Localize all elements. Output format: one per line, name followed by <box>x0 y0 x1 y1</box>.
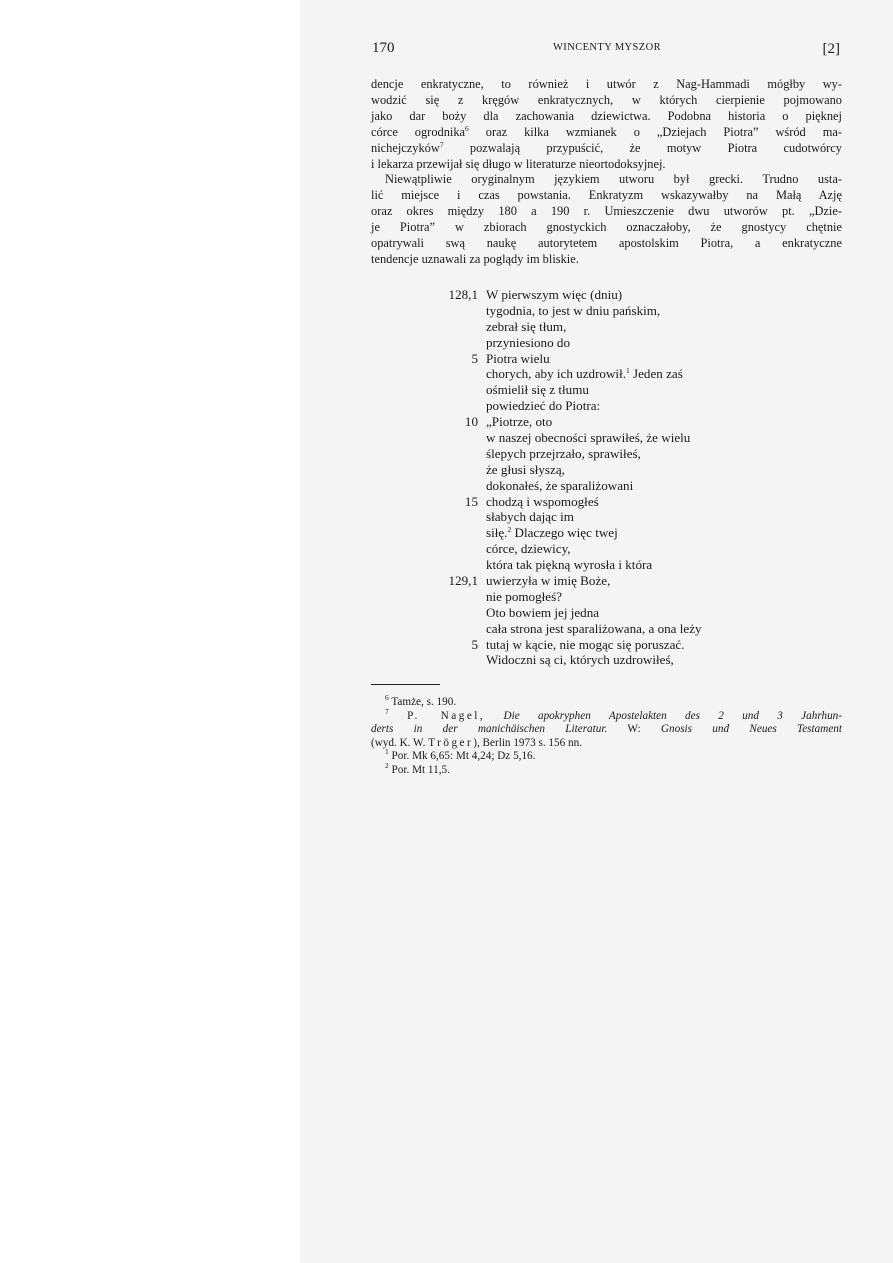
line-number: 5 <box>471 636 478 652</box>
line-number <box>430 652 486 668</box>
verse-line <box>430 637 770 653</box>
line-number <box>430 541 486 557</box>
body-line: opatrywali swą naukę autorytetem apostolskim Piotra, a enkratyczne <box>371 236 842 251</box>
line-number <box>430 478 486 494</box>
verse-line <box>430 541 770 557</box>
verse-line <box>430 430 770 446</box>
footnote-mark: 2 <box>385 760 389 770</box>
footnote: $^1$ Por. Mk 6,65: Mt 4,24; Dz 5,16. <box>385 747 536 763</box>
body-line: lić miejsce i czas powstania. Enkratyzm wskazywałby na Małą Azję <box>371 188 842 203</box>
line-number: 15 <box>464 493 478 509</box>
footnote-continuation: (wyd. K. W. Tröger), Berlin 1973 s. 156 nn. <box>371 736 582 749</box>
verse-text: tutaj w kącie, nie mogąc się poruszać. <box>486 636 685 652</box>
verse-line <box>430 351 770 367</box>
verse-text: przyniesiono do <box>486 334 571 350</box>
footnote-continuation: derts in der manichäischen Literatur. W: Gnosis und Neues Testament <box>371 723 842 736</box>
verse-line <box>430 557 770 573</box>
verse-line <box>430 335 770 351</box>
line-number <box>430 319 486 335</box>
verse-text: „Piotrze, oto <box>486 414 553 430</box>
body-paragraphs <box>371 77 842 268</box>
line-number: 5 <box>471 350 478 366</box>
verse-line <box>430 494 770 510</box>
verse-text: W pierwszym więc (dniu) <box>486 287 623 302</box>
footnote-mark: 7 <box>385 706 389 716</box>
footnote: $^2$ Por. Mt 11,5. <box>385 760 450 776</box>
verse-line <box>430 382 770 398</box>
verse-text: uwierzyła w imię Boże, <box>486 573 611 589</box>
line-number <box>430 366 486 382</box>
verse-text: Widoczni są ci, których uzdrowiłeś, <box>486 652 674 668</box>
translated-text-verse <box>430 287 770 668</box>
body-line: je Piotra” w zbiorach gnostyckich oznaczałoby, że gnostycy chętnie <box>371 220 842 235</box>
line-number <box>430 605 486 621</box>
verse-text: która tak piękną wyrosła i która <box>486 557 653 573</box>
body-line: tendencje uznawali za poglądy im bliskie. <box>371 251 579 266</box>
line-number <box>430 303 486 319</box>
verse-line <box>430 446 770 462</box>
verse-text: dokonałeś, że sparaliżowani <box>486 477 634 493</box>
verse-line <box>430 525 770 541</box>
footnote: $^7$ P. Nagel, Die apokryphen Apostelakten des 2 und 3 Jahrhun- <box>385 706 842 722</box>
verse-text: chorych, aby ich uzdrowił.$^1$ Jeden zaś <box>486 366 683 382</box>
verse-line <box>430 605 770 621</box>
footnote-mark: 6 <box>385 693 389 702</box>
line-number: 128,1 <box>448 287 478 302</box>
body-line: Niewątpliwie oryginalnym językiem utworu był grecki. Trudno usta- <box>385 172 842 187</box>
verse-line <box>430 462 770 478</box>
section-reference: [2] <box>822 41 840 57</box>
line-number <box>430 525 486 541</box>
verse-text: Piotra wielu <box>486 350 550 366</box>
line-number <box>430 557 486 573</box>
verse-line <box>430 478 770 494</box>
footnote-ref: 6 <box>465 123 469 133</box>
footnote-mark: 1 <box>385 747 389 757</box>
line-number <box>430 621 486 637</box>
verse-line <box>430 398 770 414</box>
body-line: wodzić się z kręgów enkratycznych, w których cierpienie pojmowano <box>371 92 842 107</box>
verse-line <box>430 319 770 335</box>
line-number <box>430 430 486 446</box>
verse-text: chodzą i wspomogłeś <box>486 493 599 509</box>
page-number: 170 <box>372 40 395 56</box>
line-number <box>430 398 486 414</box>
line-number <box>430 335 486 351</box>
verse-text: że głusi słyszą, <box>486 461 565 477</box>
line-number <box>430 462 486 478</box>
verse-text: nie pomogłeś? <box>486 588 562 604</box>
document-page <box>300 0 893 1263</box>
body-line: jako dar boży dla zachowania dziewictwa. Podobna historia o pięknej <box>371 108 842 123</box>
body-line: i lekarza przewijał się długo w literaturze nieortodoksyjnej. <box>371 156 666 171</box>
page-header <box>372 40 842 60</box>
verse-text: słabych dając im <box>486 509 574 525</box>
verse-line <box>430 621 770 637</box>
body-line: córce ogrodnika$^6$ oraz kilka wzmianek o „Dziejach Piotra” wśród ma- <box>371 123 842 139</box>
verse-line <box>430 414 770 430</box>
body-line: nichejczyków$^7$ pozwalają przypuścić, że motyw Piotra cudotwórcy <box>371 139 842 155</box>
line-number <box>430 446 486 462</box>
verse-line <box>430 366 770 382</box>
verse-line <box>430 573 770 589</box>
line-number <box>430 509 486 525</box>
line-number: 129,1 <box>448 573 478 589</box>
footnote-separator <box>371 684 440 685</box>
verse-line <box>430 652 770 668</box>
body-line: oraz okres między 180 a 190 r. Umieszczenie dwu utworów pt. „Dzie- <box>371 204 842 219</box>
verse-text: córce, dziewicy, <box>486 541 571 557</box>
footnote-ref: 2 <box>507 525 512 535</box>
verse-text: Oto bowiem jej jedna <box>486 604 600 620</box>
verse-line <box>430 509 770 525</box>
body-line: dencje enkratyczne, to również i utwór z Nag-Hammadi mógłby wy- <box>371 77 842 91</box>
verse-text: cała strona jest sparaliżowana, a ona leży <box>486 620 702 636</box>
verse-text: zebrał się tłum, <box>486 318 567 334</box>
verse-text: ośmielił się z tłumu <box>486 382 589 398</box>
line-number <box>430 589 486 605</box>
verse-line <box>430 303 770 319</box>
verse-text: tygodnia, to jest w dniu pańskim, <box>486 302 661 318</box>
line-number: 10 <box>464 414 478 430</box>
verse-line <box>430 287 770 303</box>
footnote-ref: 1 <box>625 366 630 376</box>
line-number <box>430 382 486 398</box>
footnote: $^6$ Tamże, s. 190. <box>385 693 457 708</box>
verse-text: siłę.$^2$ Dlaczego więc twej <box>486 525 618 541</box>
verse-text: w naszej obecności sprawiłeś, że wielu <box>486 430 691 446</box>
verse-text: ślepych przejrzało, sprawiłeś, <box>486 445 641 461</box>
running-head: WINCENTY MYSZOR <box>553 42 661 53</box>
footnotes <box>371 693 842 778</box>
verse-text: powiedzieć do Piotra: <box>486 398 601 414</box>
footnote-ref: 7 <box>439 139 444 149</box>
verse-line <box>430 589 770 605</box>
